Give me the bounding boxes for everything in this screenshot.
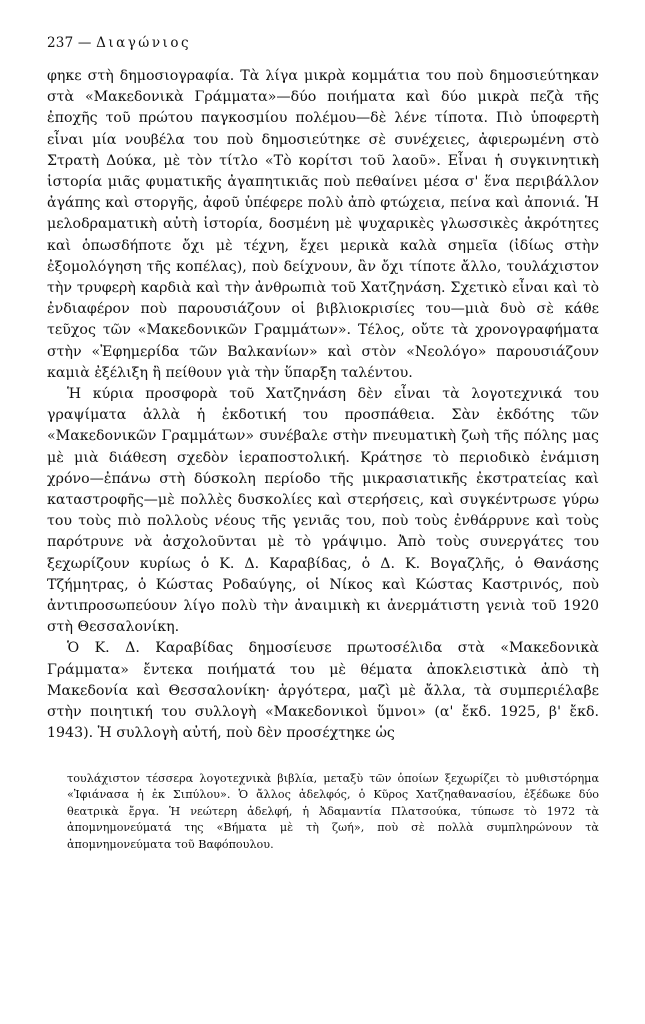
footnote: [47, 771, 599, 854]
book-page: [47, 34, 599, 853]
paragraph-karavidas: Ὁ Κ. Δ. Καραβίδας δημοσίευσε πρωτοσέλιδα στὰ «Μακεδονικὰ Γράμματα» ἔντεκα ποιήματά του μὲ θέματα ἀποκλειστικὰ ἀπὸ τὴ Μακεδονία καὶ Θεσσαλονίκη· ἀργότερα, μαζὶ μὲ ἄλλα, τὰ συμπεριέλαβε στὴν ποιητική του συλλογὴ «Μακεδονικοὶ ὕμνοι» (α' ἔκδ. 1925, β' ἔκδ. 1943). Ἡ συλλογὴ αὐτή, ποὺ δὲν προσέχτηκε ὡς: [47, 640, 599, 742]
body-text: [47, 66, 599, 745]
paragraph-continuation: φηκε στὴ δημοσιογραφία. Τὰ λίγα μικρὰ κομμάτια του ποὺ δημοσιεύτηκαν στὰ «Μακεδονικὰ Γράμματα»—δύο ποιήματα καὶ δύο μικρὰ πεζὰ τῆς ἐποχῆς τοῦ πρώτου παγκοσμίου πολέμου—δὲ λένε τίποτα. Πιὸ ὑποφερτὴ εἶναι μία νουβέλα του ποὺ δημοσιεύτηκε σὲ συνέχειες, ἀφιερωμένη στὸ Στρατὴ Δούκα, μὲ τὸν τίτλο «Τὸ κορίτσι τοῦ λαοῦ». Εἶναι ἡ συγκινητικὴ ἱστορία μιᾶς φυματικῆς ἀγαπητικιᾶς ποὺ πεθαίνει μέσα σ' ἕνα περιβάλλον ἀγάπης καὶ στοργῆς, ἀφοῦ ὑπέφερε πολὺ ἀπὸ φτώχεια, πείνα καὶ ἀπονιά. Ἡ μελοδραματικὴ αὐτὴ ἱστορία, δοσμένη μὲ ψυχαρικὲς γλωσσικὲς ἀκρότητες καὶ ὁπωσδήποτε ὄχι μὲ τέχνη, ἔχει μερικὰ καλὰ σημεῖα (ἰδίως στὴν ἐξομολόγηση τῆς κοπέλας), ποὺ δείχνουν, ἂν ὄχι τίποτε ἄλλο, τουλάχιστον τὴν τρυφερὴ καρδιὰ καὶ τὴν ἀνθρωπιὰ τοῦ Χατζηνάση. Σχετικὸ εἶναι καὶ τὸ ἐνδιαφέρον ποὺ παρουσιάζουν οἱ βιβλιοκρισίες του—μιὰ δυὸ σὲ κάθε τεῦχος τῶν «Μακεδονικῶν Γραμμάτων». Τέλος, οὔτε τὰ χρονογραφήματα στὴν «Ἐφημερίδα τῶν Βαλκανίων» καὶ στὸν «Νεολόγο» παρουσιάζουν καμιὰ ἐξέλιξη ἢ πείθουν γιὰ τὴν ὕπαρξη ταλέντου.: [47, 68, 599, 381]
page-number: 237: [47, 35, 74, 51]
paragraph-publishing-effort: Ἡ κύρια προσφορὰ τοῦ Χατζηνάση δὲν εἶναι τὰ λογοτεχνικά του γραψίματα ἀλλὰ ἡ ἐκδοτική του προσπάθεια. Σὰν ἐκδότης τῶν «Μακεδονικῶν Γραμμάτων» συνέβαλε στὴν πνευματικὴ ζωὴ τῆς πόλης μας μὲ μιὰ διάθεση σχεδὸν ἱεραποστολική. Κράτησε τὸ περιοδικὸ ἐνάμιση χρόνο—ἐπάνω στὴ δύσκολη περίοδο τῆς μικρασιατικῆς ἐκστρατείας καὶ καταστροφῆς—μὲ πολλὲς δυσκολίες καὶ στερήσεις, καὶ συγκέντρωσε γύρω του τοὺς πιὸ πολλοὺς νέους τῆς γενιᾶς του, ποὺ τοὺς ἐνθάρρυνε καὶ τοὺς παρότρυνε νὰ ἀσχολοῦνται μὲ τὸ γράψιμο. Ἀπὸ τοὺς συνεργάτες του ξεχωρίζουν κυρίως ὁ Κ. Δ. Καραβίδας, ὁ Δ. Κ. Βογαζλῆς, ὁ Θανάσης Τζήμητρας, ὁ Κώστας Ροδαύγης, οἱ Νίκος καὶ Κώστας Καστρινός, ποὺ ἀντιπροσωπεύουν λίγο πολὺ τὴν ἀναιμικὴ κι ἀνερμάτιστη γενιὰ τοῦ 1920 στὴ Θεσσαλονίκη.: [47, 386, 599, 636]
running-head: [47, 34, 599, 52]
running-title: Διαγώνιος: [96, 35, 192, 51]
footnote-text: τουλάχιστον τέσσερα λογοτεχνικὰ βιβλία, μεταξὺ τῶν ὁποίων ξεχωρίζει τὸ μυθιστόρημα «Ἰφιάνασα ἡ ἐκ Σιπύλου». Ὁ ἄλλος ἀδελφός, ὁ Κῦρος Χατζηαθανασίου, ἐξέδωκε δύο θεατρικὰ ἔργα. Ἡ νεώτερη ἀδελφή, ἡ Ἀδαμαντία Πλατσούκα, τύπωσε τὸ 1972 τὰ ἀπομνημονεύματά της «Βήματα μὲ τὴ ζωή», ποὺ σὲ πολλὰ συμπληρώνουν τὰ ἀπομνημονεύματα τοῦ Βαφόπουλου.: [67, 771, 599, 851]
header-separator: —: [77, 35, 92, 51]
